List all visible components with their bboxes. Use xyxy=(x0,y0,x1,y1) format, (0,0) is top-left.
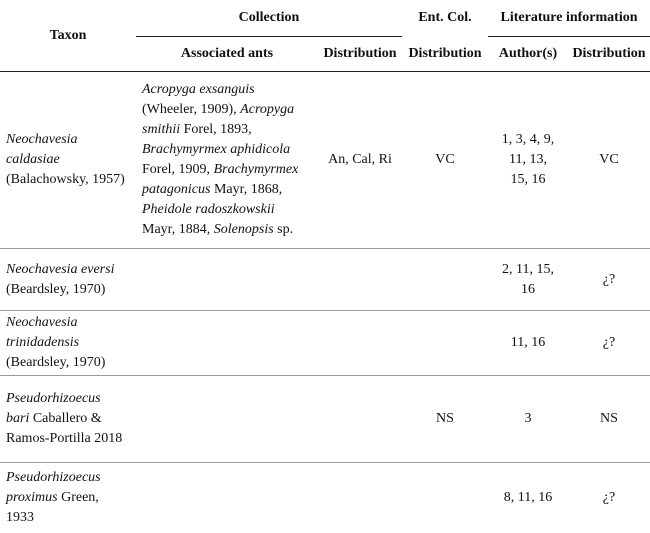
ent-distribution-cell xyxy=(402,249,488,311)
collection-distribution-cell xyxy=(318,376,402,463)
taxon-cell xyxy=(0,376,136,463)
table-row xyxy=(0,463,650,533)
author-header: Author(s) xyxy=(488,37,568,72)
table-row xyxy=(0,72,650,249)
authors-line: 15, 16 xyxy=(510,172,546,187)
collection-distribution-cell: An, Cal, Ri xyxy=(328,152,392,167)
authors-line: 11, 13, xyxy=(509,152,547,167)
taxon-author: Green, xyxy=(57,489,99,505)
authors-cell: 3 xyxy=(524,411,532,426)
taxon-genus: Neochavesia xyxy=(6,315,78,330)
taxon-cell xyxy=(0,311,136,376)
ant-name: Pheidole radoszkowskii xyxy=(142,202,275,217)
taxon-species: trinidadensis xyxy=(6,335,80,350)
taxon-species: caldasiae xyxy=(6,152,60,167)
ant-author: Mayr, 1868, xyxy=(210,182,283,197)
authors-cell xyxy=(488,72,568,249)
collection-header: Collection xyxy=(136,0,402,37)
taxon-author: (Beardsley, 1970) xyxy=(6,355,106,370)
lit-distribution-cell: ¿? xyxy=(602,489,616,505)
lit-distribution-cell: VC xyxy=(599,152,619,167)
ant-name: Acropyga xyxy=(240,102,295,117)
taxon-genus: Pseudorhizoecus xyxy=(6,469,101,485)
taxon-cell xyxy=(0,249,136,311)
taxon-author: (Beardsley, 1970) xyxy=(6,281,106,297)
ant-author: sp. xyxy=(273,222,294,237)
taxon-author: Ramos-Portilla 2018 xyxy=(6,431,123,446)
ant-author: Forel, 1893, xyxy=(180,122,252,137)
ant-name: Brachymyrmex aphidicola xyxy=(142,142,291,157)
taxon-cell xyxy=(0,463,136,533)
table-row xyxy=(0,376,650,463)
associated-ants-cell xyxy=(136,249,318,311)
authors-cell: 11, 16 xyxy=(510,335,546,350)
ent-distribution-cell xyxy=(402,311,488,376)
authors-line: 16 xyxy=(521,281,535,297)
associated-ants-cell xyxy=(136,72,318,249)
ant-name: Solenopsis xyxy=(213,222,274,237)
collection-distribution-cell xyxy=(318,311,402,376)
lit-distribution-cell: NS xyxy=(600,411,618,426)
taxon-genus: Pseudorhizoecus xyxy=(6,391,101,406)
taxon-cell xyxy=(0,72,136,249)
ent-distribution-header: Distribution xyxy=(402,37,488,72)
authors-line: 2, 11, 15, xyxy=(502,261,554,277)
ant-author: Mayr, 1884, xyxy=(142,222,214,237)
lit-distribution-cell: ¿? xyxy=(602,335,616,350)
lit-distribution-header: Distribution xyxy=(568,37,650,72)
collection-distribution-cell xyxy=(318,249,402,311)
ant-author: (Wheeler, 1909), xyxy=(142,102,241,117)
ent-distribution-cell: NS xyxy=(436,411,454,426)
taxon-genus: Neochavesia xyxy=(6,132,78,147)
lit-distribution-cell: ¿? xyxy=(602,271,616,287)
ant-author: Forel, 1909, xyxy=(142,162,214,177)
taxon-name: Neochavesia eversi xyxy=(6,261,115,277)
associated-ants-cell xyxy=(136,463,318,533)
collection-distribution-header: Distribution xyxy=(318,37,402,72)
ant-name: Brachymyrmex xyxy=(213,162,299,177)
associated-ants-cell xyxy=(136,311,318,376)
authors-line: 1, 3, 4, 9, xyxy=(501,132,555,147)
ent-distribution-cell: VC xyxy=(435,152,455,167)
table-row xyxy=(0,311,650,376)
taxon-species: bari xyxy=(6,411,30,426)
literature-header: Literature information xyxy=(488,0,650,37)
taxon-author: 1933 xyxy=(6,509,34,525)
taxon-species: proximus xyxy=(6,489,58,505)
table-row xyxy=(0,249,650,311)
taxon-author: Caballero & xyxy=(29,411,102,426)
taxon-author: (Balachowsky, 1957) xyxy=(6,172,125,187)
authors-cell xyxy=(488,249,568,311)
ant-name: smithii xyxy=(142,122,181,137)
collection-distribution-cell xyxy=(318,463,402,533)
ent-distribution-cell xyxy=(402,463,488,533)
ant-name: patagonicus xyxy=(142,182,211,197)
associated-ants-header: Associated ants xyxy=(136,37,318,72)
ant-name: Acropyga exsanguis xyxy=(142,82,255,97)
ent-col-header: Ent. Col. xyxy=(418,10,472,26)
authors-cell: 8, 11, 16 xyxy=(503,489,553,505)
taxon-header: Taxon xyxy=(0,0,136,72)
associated-ants-cell xyxy=(136,376,318,463)
